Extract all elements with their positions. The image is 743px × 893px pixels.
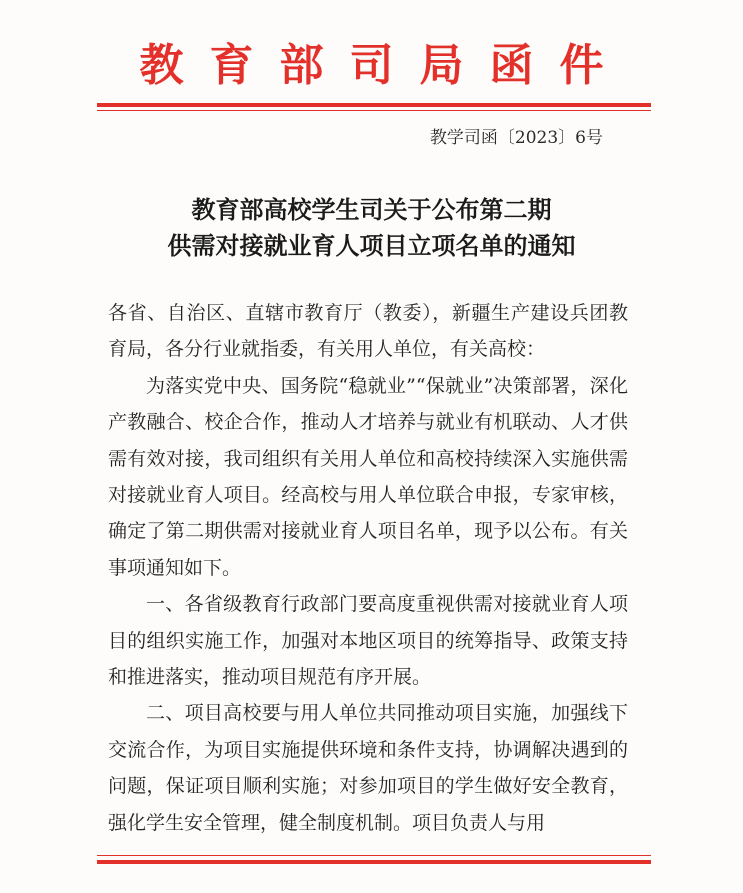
body-paragraph-3: 二、项目高校要与用人单位共同推动项目实施，加强线下交流合作，为项目实施提供环境和条件支持，协调解决遇到的问题，保证项目顺利实施；对参加项目的学生做好安全教育，强化学生安全管理，健全制度机制。项目负责人与用 (108, 702, 628, 834)
body-paragraph-2: 一、各省级教育行政部门要高度重视供需对接就业育人项目的组织实施工作，加强对本地区项目的统筹指导、政策支持和推进落实，推动项目规范有序开展。 (108, 593, 628, 689)
red-rule-bottom-thin (97, 855, 651, 856)
body-paragraph-1: 为落实党中央、国务院“稳就业”“保就业”决策部署，深化产教融合、校企合作，推动人才培养与就业有机联动、人才供需有效对接，我司组织有关用人单位和高校持续深入实施供需对接就业育人项目。经高校与用人单位联合申报，专家审核，确定了第二期供需对接就业育人项目名单，现予以公布。有关事项通知如下。 (108, 374, 628, 579)
masthead-title: 教育部司局函件 (139, 40, 630, 91)
red-rule-top-thin (97, 110, 651, 111)
document-body (108, 295, 628, 841)
document-title-line-1: 教育部高校学生司关于公布第二期 (191, 196, 552, 224)
red-rule-bottom (97, 860, 651, 864)
red-rule-top (97, 103, 651, 107)
addressee-paragraph: 各省、自治区、直辖市教育厅（教委），新疆生产建设兵团教育局，各分行业就指委，有关用人单位，有关高校： (108, 302, 628, 361)
document-number: 教学司函〔2023〕6号 (429, 128, 603, 148)
document-title-line-2: 供需对接就业育人项目立项名单的通知 (167, 232, 576, 260)
document-title (0, 192, 743, 264)
